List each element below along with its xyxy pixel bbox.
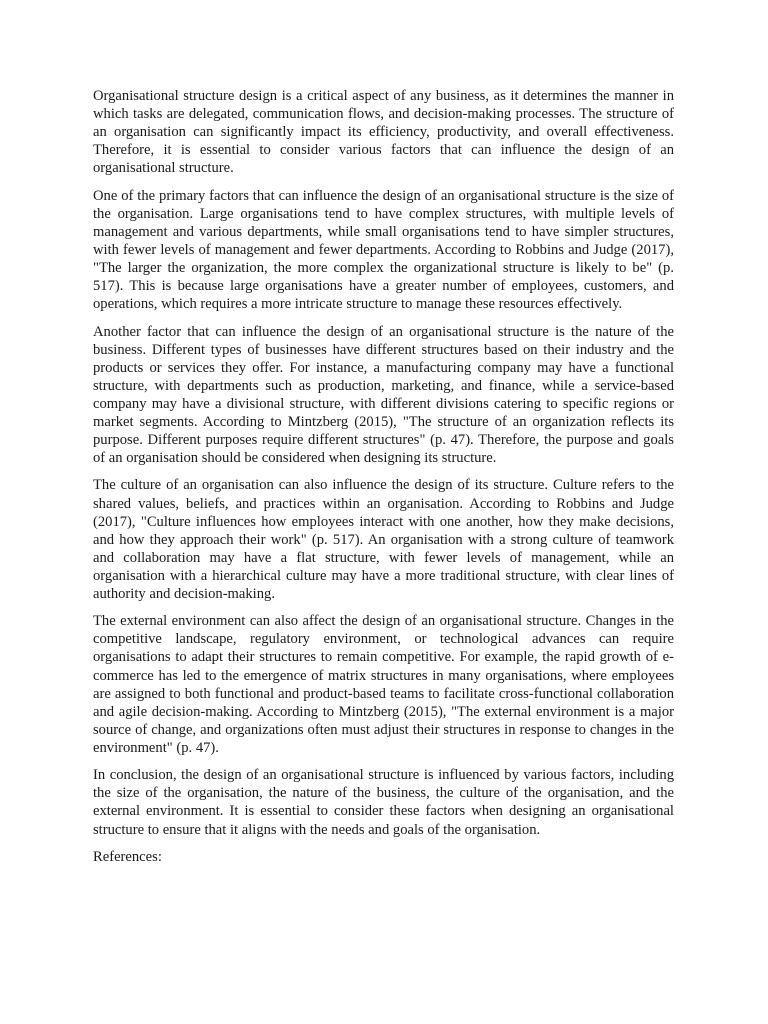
paragraph-introduction: Organisational structure design is a critical aspect of any business, as it determines the manner in which tasks are delegated, communication flows, and decision-making processes. The structure of an organisation can significantly impact its efficiency, productivity, and overall effectiveness. Therefore, it is essential to consider various factors that can influence the design of an organisational structure. (93, 88, 674, 177)
paragraph-organisation-size: One of the primary factors that can influence the design of an organisational structure is the size of the organisation. Large organisations tend to have complex structures, with multiple levels of management and various departments, while small organisations tend to have simpler structures, with fewer levels of management and fewer departments. According to Robbins and Judge (2017), "The larger the organization, the more complex the organizational structure is likely to be" (p. 517). This is because large organisations have a greater number of employees, customers, and operations, which requires a more intricate structure to manage these resources effectively. (93, 187, 674, 313)
paragraph-conclusion: In conclusion, the design of an organisational structure is influenced by various factors, including the size of the organisation, the nature of the business, the culture of the organisation, and the external environment. It is essential to consider these factors when designing an organisational structure to ensure that it aligns with the needs and goals of the organisation. (93, 767, 674, 838)
document-body (93, 87, 674, 866)
paragraph-culture: The culture of an organisation can also influence the design of its structure. Culture refers to the shared values, beliefs, and practices within an organisation. According to Robbins and Judge (2017), "Culture influences how employees interact with one another, how they make decisions, and how they approach their work" (p. 517). An organisation with a strong culture of teamwork and collaboration may have a flat structure, with fewer levels of management, while an organisation with a hierarchical culture may have a more traditional structure, with clear lines of authority and decision-making. (93, 477, 674, 602)
paragraph-nature-of-business: Another factor that can influence the design of an organisational structure is the nature of the business. Different types of businesses have different structures based on their industry and the products or services they offer. For instance, a manufacturing company may have a functional structure, with departments such as production, marketing, and finance, while a service-based company may have a divisional structure, with different divisions catering to specific regions or market segments. According to Mintzberg (2015), "The structure of an organization reflects its purpose. Different purposes require different structures" (p. 47). Therefore, the purpose and goals of an organisation should be considered when designing its structure. (93, 323, 674, 467)
paragraph-external-environment: The external environment can also affect the design of an organisational structure. Changes in the competitive landscape, regulatory environment, or technological advances can require organisations to adapt their structures to remain competitive. For example, the rapid growth of e-commerce has led to the emergence of matrix structures in many organisations, where employees are assigned to both functional and product-based teams to facilitate cross-functional collaboration and agile decision-making. According to Mintzberg (2015), "The external environment is a major source of change, and organizations often must adjust their structures in response to changes in the environment" (p. 47). (93, 613, 674, 756)
references-heading: References: (93, 848, 162, 865)
